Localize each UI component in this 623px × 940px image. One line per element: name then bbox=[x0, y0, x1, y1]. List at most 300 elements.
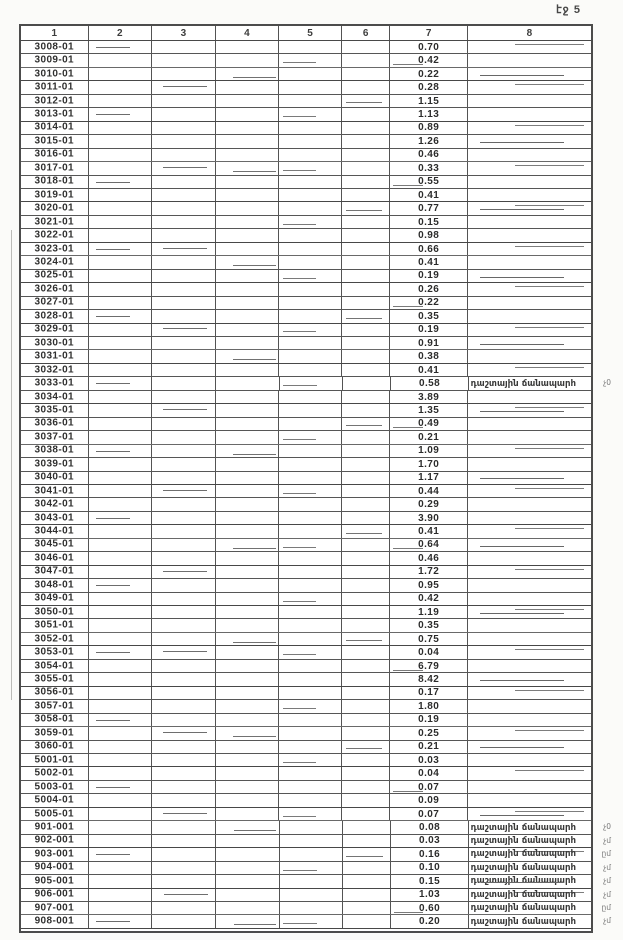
row-value-cell bbox=[390, 337, 467, 349]
row-value-cell bbox=[390, 270, 467, 282]
row-value: 1.80 bbox=[418, 700, 440, 712]
row-code: 3044-01 bbox=[34, 525, 75, 537]
row-note-cell bbox=[468, 283, 591, 295]
empty-cell bbox=[216, 512, 280, 524]
empty-cell bbox=[152, 619, 216, 631]
empty-cell bbox=[342, 754, 391, 766]
row-code-cell bbox=[21, 95, 89, 107]
empty-cell bbox=[216, 498, 280, 510]
row-code-cell bbox=[21, 754, 89, 766]
empty-cell bbox=[216, 552, 280, 564]
table-row bbox=[21, 687, 591, 700]
row-code: 5001-01 bbox=[34, 754, 75, 766]
empty-cell bbox=[279, 673, 342, 685]
row-code: 3014-01 bbox=[34, 121, 75, 133]
empty-cell bbox=[216, 176, 280, 188]
empty-cell bbox=[279, 95, 342, 107]
empty-cell bbox=[342, 512, 391, 524]
row-value-cell bbox=[390, 579, 467, 591]
empty-cell bbox=[152, 673, 216, 685]
empty-cell bbox=[279, 646, 342, 658]
row-value: 0.42 bbox=[418, 55, 440, 67]
empty-cell bbox=[342, 202, 391, 214]
empty-cell bbox=[342, 498, 391, 510]
empty-cell bbox=[216, 673, 280, 685]
row-value-cell bbox=[390, 216, 467, 228]
handwritten-margin-mark: ըմ bbox=[601, 903, 611, 912]
empty-cell bbox=[216, 122, 280, 134]
empty-cell bbox=[152, 122, 216, 134]
row-note-cell bbox=[468, 498, 591, 510]
empty-cell bbox=[152, 458, 216, 470]
row-code-cell bbox=[21, 458, 89, 470]
row-value-cell bbox=[391, 821, 469, 833]
table-row bbox=[21, 391, 591, 404]
table-row bbox=[21, 673, 591, 686]
empty-cell bbox=[216, 135, 280, 147]
row-value: 6.79 bbox=[418, 660, 440, 672]
row-code: 908-001 bbox=[34, 915, 75, 927]
empty-cell bbox=[216, 108, 280, 120]
row-code-cell bbox=[21, 902, 89, 914]
empty-cell bbox=[89, 566, 153, 578]
empty-cell bbox=[89, 552, 153, 564]
empty-cell bbox=[342, 256, 391, 268]
row-code: 3057-01 bbox=[34, 700, 75, 712]
row-code-cell bbox=[21, 687, 89, 699]
row-code: 3037-01 bbox=[34, 431, 75, 443]
empty-cell bbox=[280, 377, 343, 389]
empty-cell bbox=[89, 727, 153, 739]
table-row bbox=[21, 95, 591, 108]
empty-cell bbox=[89, 781, 153, 793]
row-code: 5004-01 bbox=[34, 794, 75, 806]
row-code: 3030-01 bbox=[34, 337, 75, 349]
scan-artifact-line bbox=[11, 230, 12, 700]
empty-cell bbox=[342, 81, 391, 93]
handwritten-margin-mark: ըմ bbox=[601, 849, 611, 859]
table-row bbox=[21, 122, 591, 135]
row-note-cell bbox=[468, 189, 591, 201]
row-note-cell bbox=[468, 216, 591, 228]
table-row bbox=[21, 902, 611, 915]
row-note-cell bbox=[468, 68, 591, 80]
empty-cell bbox=[342, 41, 391, 53]
empty-cell bbox=[342, 391, 391, 403]
row-note-cell bbox=[468, 754, 591, 766]
row-code: 3012-01 bbox=[34, 95, 75, 107]
empty-cell bbox=[342, 619, 391, 631]
empty-cell bbox=[152, 687, 216, 699]
empty-cell bbox=[279, 781, 342, 793]
column-header-7: 7 bbox=[390, 26, 467, 40]
row-note-cell bbox=[468, 606, 591, 618]
row-code-cell bbox=[21, 216, 89, 228]
empty-cell bbox=[152, 324, 216, 336]
empty-cell bbox=[216, 848, 280, 860]
empty-cell bbox=[89, 41, 153, 53]
row-code-cell bbox=[21, 122, 89, 134]
row-note-cell bbox=[468, 391, 591, 403]
row-code: 3034-01 bbox=[34, 391, 75, 402]
empty-cell bbox=[89, 539, 153, 551]
row-value-cell bbox=[390, 324, 467, 336]
table-row bbox=[21, 660, 591, 673]
row-value: 0.41 bbox=[418, 526, 440, 538]
row-note-cell bbox=[468, 821, 591, 833]
row-value-cell bbox=[390, 445, 467, 457]
row-value-cell bbox=[390, 404, 467, 416]
row-value: 0.07 bbox=[418, 781, 440, 793]
row-code-cell bbox=[21, 176, 89, 188]
empty-cell bbox=[89, 54, 153, 66]
row-value: 1.26 bbox=[418, 135, 440, 147]
row-value: 0.15 bbox=[418, 216, 440, 228]
row-code-cell bbox=[21, 862, 89, 874]
row-value-cell bbox=[391, 889, 469, 901]
empty-cell bbox=[342, 741, 391, 753]
row-value: 8.42 bbox=[418, 674, 440, 686]
row-note-cell bbox=[468, 431, 591, 443]
empty-cell bbox=[89, 256, 153, 268]
row-value-cell bbox=[390, 81, 467, 93]
table-header-row bbox=[21, 26, 591, 41]
row-code-cell bbox=[21, 808, 89, 820]
row-value-cell bbox=[390, 539, 467, 551]
empty-cell bbox=[216, 835, 280, 847]
table-row bbox=[21, 256, 591, 269]
row-note-cell bbox=[468, 297, 591, 309]
field-road-note: դաշտային ճանապարհ bbox=[470, 889, 577, 901]
empty-cell bbox=[152, 149, 216, 161]
row-note-cell bbox=[468, 781, 591, 793]
row-value: 0.04 bbox=[418, 768, 440, 780]
row-note-cell bbox=[468, 889, 591, 901]
empty-cell bbox=[342, 324, 391, 336]
empty-cell bbox=[89, 660, 153, 672]
row-code-cell bbox=[21, 673, 89, 685]
row-note-cell bbox=[468, 862, 591, 874]
empty-cell bbox=[216, 794, 280, 806]
empty-cell bbox=[279, 216, 342, 228]
empty-cell bbox=[89, 848, 153, 860]
row-value: 0.41 bbox=[418, 189, 440, 201]
table-row bbox=[21, 337, 591, 350]
row-value: 3.89 bbox=[418, 391, 440, 403]
row-value: 0.03 bbox=[419, 835, 441, 847]
row-code: 3008-01 bbox=[34, 41, 75, 53]
row-note-cell bbox=[468, 270, 591, 282]
table-row bbox=[21, 861, 611, 875]
row-code-cell bbox=[21, 283, 89, 295]
table-row bbox=[21, 781, 591, 794]
empty-cell bbox=[279, 754, 342, 766]
row-code: 3042-01 bbox=[34, 498, 75, 510]
row-value: 0.66 bbox=[418, 243, 440, 255]
empty-cell bbox=[89, 741, 153, 753]
row-note-cell bbox=[468, 54, 591, 66]
row-note-cell bbox=[468, 848, 591, 860]
empty-cell bbox=[152, 404, 216, 416]
empty-cell bbox=[342, 767, 391, 779]
row-code: 3046-01 bbox=[34, 552, 75, 564]
empty-cell bbox=[216, 700, 280, 712]
empty-cell bbox=[342, 566, 391, 578]
row-code-cell bbox=[21, 593, 89, 605]
empty-cell bbox=[216, 727, 280, 739]
row-code-cell bbox=[21, 229, 89, 241]
page-number-label: էջ 5 bbox=[556, 4, 581, 16]
empty-cell bbox=[152, 337, 216, 349]
row-code: 3028-01 bbox=[34, 310, 75, 322]
empty-cell bbox=[216, 229, 280, 241]
row-note-cell bbox=[468, 660, 591, 672]
empty-cell bbox=[152, 525, 216, 537]
row-value: 0.35 bbox=[418, 310, 440, 322]
row-code-cell bbox=[21, 270, 89, 282]
empty-cell bbox=[343, 835, 392, 847]
empty-cell bbox=[342, 337, 391, 349]
row-code: 3017-01 bbox=[34, 162, 75, 174]
empty-cell bbox=[279, 794, 342, 806]
row-value: 0.17 bbox=[418, 687, 440, 699]
empty-cell bbox=[89, 364, 153, 376]
row-note-cell bbox=[468, 229, 591, 241]
row-code: 3053-01 bbox=[34, 646, 75, 658]
table-row bbox=[21, 324, 591, 337]
row-value: 0.91 bbox=[418, 337, 440, 349]
row-code: 903-001 bbox=[34, 848, 75, 860]
column-header-1: 1 bbox=[21, 26, 89, 40]
empty-cell bbox=[343, 821, 392, 833]
empty-cell bbox=[279, 700, 342, 712]
empty-cell bbox=[216, 741, 280, 753]
empty-cell bbox=[279, 54, 342, 66]
row-value: 0.38 bbox=[418, 351, 440, 363]
row-code: 3047-01 bbox=[34, 565, 75, 577]
empty-cell bbox=[89, 404, 153, 416]
row-code-cell bbox=[21, 915, 89, 927]
row-value-cell bbox=[390, 162, 467, 174]
empty-cell bbox=[216, 283, 280, 295]
row-code-cell bbox=[21, 81, 89, 93]
table-row bbox=[21, 310, 591, 323]
empty-cell bbox=[342, 283, 391, 295]
table-row bbox=[21, 350, 591, 363]
row-note-cell bbox=[468, 418, 591, 430]
table-row bbox=[21, 364, 591, 377]
empty-cell bbox=[279, 498, 342, 510]
row-value: 0.35 bbox=[418, 620, 440, 632]
row-code: 3018-01 bbox=[34, 175, 75, 187]
empty-cell bbox=[279, 364, 342, 376]
empty-cell bbox=[279, 270, 342, 282]
row-note-cell bbox=[468, 633, 591, 645]
row-value-cell bbox=[390, 243, 467, 255]
field-road-note: դաշտային ճանապարհ bbox=[470, 849, 577, 860]
table-row bbox=[21, 189, 591, 202]
empty-cell bbox=[152, 256, 216, 268]
empty-cell bbox=[342, 149, 391, 161]
row-value-cell bbox=[391, 835, 469, 847]
row-value-cell bbox=[390, 673, 467, 685]
row-value: 0.95 bbox=[418, 579, 440, 591]
empty-cell bbox=[89, 270, 153, 282]
empty-cell bbox=[279, 660, 342, 672]
empty-cell bbox=[216, 808, 280, 820]
empty-cell bbox=[216, 350, 280, 362]
empty-cell bbox=[279, 579, 342, 591]
empty-cell bbox=[152, 875, 216, 887]
row-note-cell bbox=[468, 243, 591, 255]
row-code: 3020-01 bbox=[34, 202, 75, 214]
row-note-cell bbox=[468, 485, 591, 497]
row-code: 3050-01 bbox=[34, 606, 75, 618]
row-value: 0.44 bbox=[418, 485, 440, 497]
column-header-3: 3 bbox=[152, 26, 216, 40]
row-value-cell bbox=[391, 377, 469, 389]
empty-cell bbox=[343, 862, 392, 874]
row-value-cell bbox=[390, 108, 467, 120]
row-note-cell bbox=[468, 108, 591, 120]
row-code-cell bbox=[21, 498, 89, 510]
row-value: 0.89 bbox=[418, 122, 440, 134]
row-code-cell bbox=[21, 418, 89, 430]
empty-cell bbox=[89, 216, 153, 228]
empty-cell bbox=[89, 889, 153, 901]
row-code-cell bbox=[21, 552, 89, 564]
table-row bbox=[21, 297, 591, 310]
row-value-cell bbox=[390, 741, 467, 753]
empty-cell bbox=[216, 149, 280, 161]
row-code-cell bbox=[21, 54, 89, 66]
empty-cell bbox=[216, 606, 280, 618]
empty-cell bbox=[89, 135, 153, 147]
row-note-cell bbox=[468, 337, 591, 349]
row-value-cell bbox=[390, 135, 467, 147]
empty-cell bbox=[216, 472, 280, 484]
handwritten-margin-mark: չմ bbox=[603, 889, 611, 899]
row-value-cell bbox=[390, 283, 467, 295]
empty-cell bbox=[279, 135, 342, 147]
empty-cell bbox=[279, 539, 342, 551]
empty-cell bbox=[216, 81, 280, 93]
empty-cell bbox=[152, 350, 216, 362]
row-value-cell bbox=[390, 566, 467, 578]
empty-cell bbox=[342, 445, 391, 457]
table-row bbox=[21, 377, 611, 390]
row-note-cell bbox=[468, 593, 591, 605]
empty-cell bbox=[152, 243, 216, 255]
row-value: 0.46 bbox=[418, 552, 440, 564]
row-value: 1.35 bbox=[418, 404, 440, 416]
empty-cell bbox=[152, 915, 216, 927]
empty-cell bbox=[279, 149, 342, 161]
row-note-cell bbox=[468, 81, 591, 93]
row-note-cell bbox=[468, 539, 591, 551]
row-code: 3045-01 bbox=[34, 538, 75, 550]
empty-cell bbox=[152, 377, 216, 389]
empty-cell bbox=[342, 781, 391, 793]
empty-cell bbox=[279, 458, 342, 470]
row-code-cell bbox=[21, 377, 89, 389]
empty-cell bbox=[89, 81, 153, 93]
row-note-cell bbox=[468, 350, 591, 362]
empty-cell bbox=[152, 889, 216, 901]
column-header-4: 4 bbox=[216, 26, 280, 40]
row-code-cell bbox=[21, 525, 89, 537]
empty-cell bbox=[152, 68, 216, 80]
row-code: 3016-01 bbox=[34, 148, 75, 160]
empty-cell bbox=[89, 606, 153, 618]
empty-cell bbox=[152, 821, 216, 833]
table-row bbox=[21, 270, 591, 283]
row-code-cell bbox=[21, 875, 89, 887]
empty-cell bbox=[280, 821, 343, 833]
row-value: 0.41 bbox=[418, 256, 440, 268]
table-row bbox=[21, 135, 591, 148]
empty-cell bbox=[216, 364, 280, 376]
row-value: 0.22 bbox=[418, 297, 440, 309]
empty-cell bbox=[279, 445, 342, 457]
empty-cell bbox=[89, 794, 153, 806]
empty-cell bbox=[216, 243, 280, 255]
row-value: 0.64 bbox=[418, 539, 440, 551]
empty-cell bbox=[152, 54, 216, 66]
empty-cell bbox=[216, 54, 280, 66]
row-value: 0.19 bbox=[418, 270, 440, 282]
empty-cell bbox=[89, 673, 153, 685]
empty-cell bbox=[342, 364, 391, 376]
row-value: 0.75 bbox=[418, 633, 440, 645]
table-row bbox=[21, 431, 591, 444]
row-note-cell bbox=[468, 646, 591, 658]
empty-cell bbox=[89, 108, 153, 120]
row-code-cell bbox=[21, 162, 89, 174]
table-row bbox=[21, 108, 591, 121]
row-value: 0.08 bbox=[419, 822, 441, 833]
row-value: 0.25 bbox=[418, 727, 440, 739]
empty-cell bbox=[89, 95, 153, 107]
row-value: 1.03 bbox=[419, 889, 441, 901]
row-note-cell bbox=[468, 835, 591, 847]
empty-cell bbox=[152, 431, 216, 443]
empty-cell bbox=[89, 714, 153, 726]
empty-cell bbox=[342, 808, 391, 820]
row-code-cell bbox=[21, 727, 89, 739]
row-code-cell bbox=[21, 350, 89, 362]
empty-cell bbox=[89, 754, 153, 766]
table-row bbox=[21, 646, 591, 659]
table-row bbox=[21, 176, 591, 189]
empty-cell bbox=[279, 350, 342, 362]
table-row bbox=[21, 875, 611, 888]
empty-cell bbox=[89, 337, 153, 349]
row-note-cell bbox=[468, 915, 591, 927]
table-row bbox=[21, 445, 591, 458]
table-row bbox=[21, 566, 591, 579]
row-code-cell bbox=[21, 445, 89, 457]
empty-cell bbox=[216, 404, 280, 416]
empty-cell bbox=[152, 270, 216, 282]
empty-cell bbox=[89, 350, 153, 362]
empty-cell bbox=[89, 512, 153, 524]
empty-cell bbox=[342, 54, 391, 66]
row-code-cell bbox=[21, 472, 89, 484]
empty-cell bbox=[89, 283, 153, 295]
handwritten-margin-mark: չմ bbox=[603, 835, 611, 845]
row-note-cell bbox=[468, 552, 591, 564]
